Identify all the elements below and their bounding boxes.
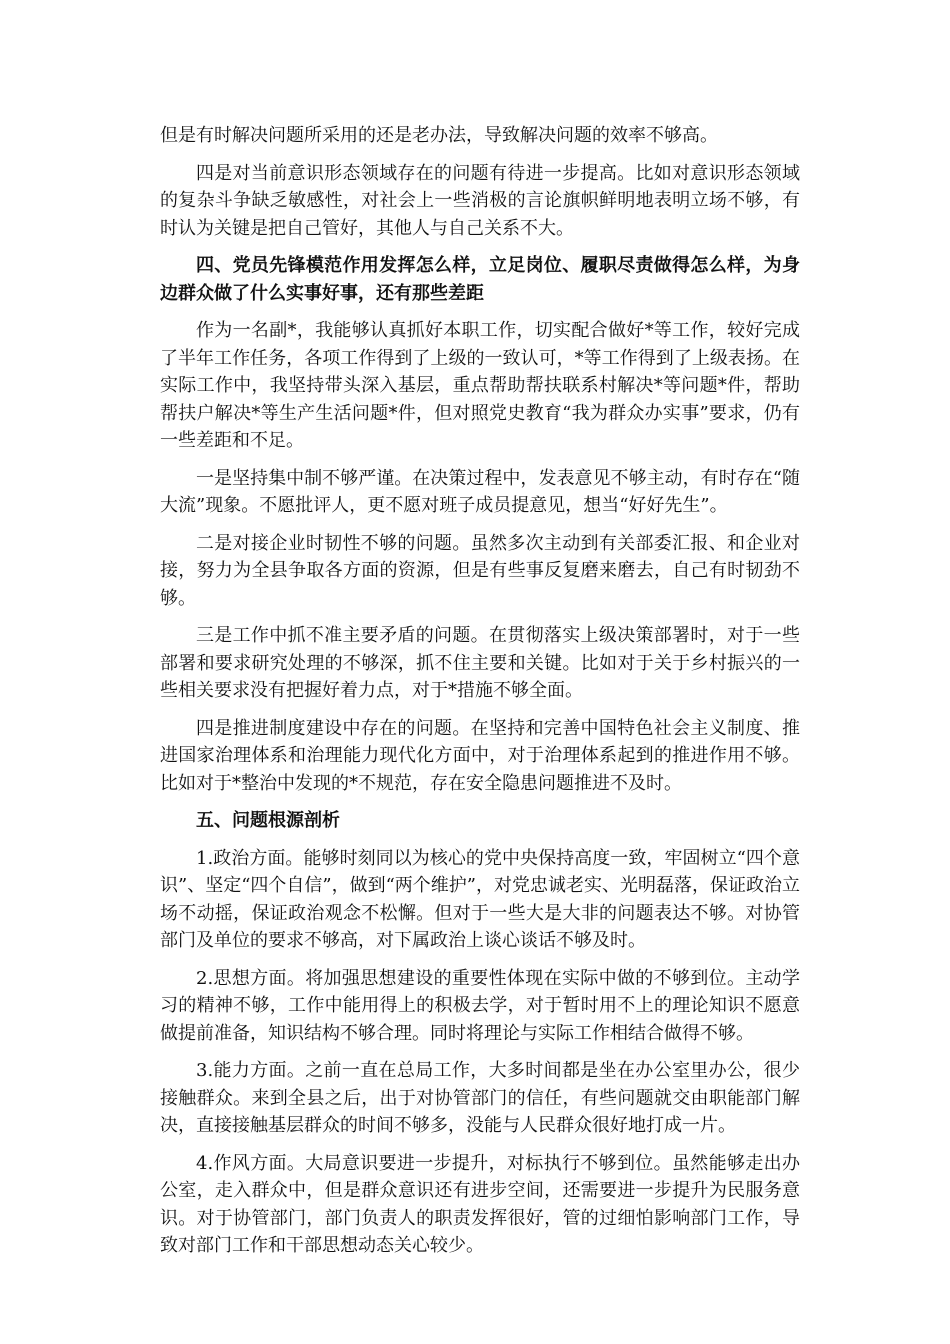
document-page: [160, 122, 800, 1270]
paragraph-6: 三是工作中抓不准主要矛盾的问题。在贯彻落实上级决策部署时，对于一些部署和要求研究处理的不够深，抓不住主要和关键。比如对于关于乡村振兴的一些相关要求没有把握好着力点，对于*措施不够全面。: [160, 625, 800, 701]
paragraph-11: 4.作风方面。大局意识要进一步提升，对标执行不够到位。虽然能够走出办公室，走入群众中，但是群众意识还有进步空间，还需要进一步提升为民服务意识。对于协管部门，部门负责人的职责发挥很好，管的过细怕影响部门工作，导致对部门工作和干部思想动态关心较少。: [160, 1152, 800, 1256]
paragraph-10: 3.能力方面。之前一直在总局工作，大多时间都是坐在办公室里办公，很少接触群众。来到全县之后，出于对协管部门的信任，有些问题就交由职能部门解决，直接接触基层群众的时间不够多，没能与人民群众很好地打成一片。: [160, 1060, 800, 1136]
paragraph-2: 四是对当前意识形态领域存在的问题有待进一步提高。比如对意识形态领域的复杂斗争缺乏敏感性，对社会上一些消极的言论旗帜鲜明地表明立场不够，有时认为关键是把自己管好，其他人与自己关系不大。: [160, 162, 800, 239]
paragraph-8: 1.政治方面。能够时刻同以为核心的党中央保持高度一致，牢固树立“四个意识”、坚定“四个自信”，做到“两个维护”，对党忠诚老实、光明磊落，保证政治立场不动摇，保证政治观念不松懈。但对于一些大是大非的问题表达不够。对协管部门及单位的要求不够高，对下属政治上谈心谈话不够及时。: [160, 847, 801, 951]
paragraph-5: 二是对接企业时韧性不够的问题。虽然多次主动到有关部委汇报、和企业对接，努力为全县争取各方面的资源，但是有些事反复磨来磨去，自己有时韧劲不够。: [160, 532, 800, 609]
paragraph-9: 2.思想方面。将加强思想建设的重要性体现在实际中做的不够到位。主动学习的精神不够，工作中能用得上的积极去学，对于暂时用不上的理论知识不愿意做提前准备，知识结构不够合理。同时将理论与实际工作相结合做得不够。: [160, 967, 800, 1044]
paragraph-3: 作为一名副*，我能够认真抓好本职工作，切实配合做好*等工作，较好完成了半年工作任务，各项工作得到了上级的一致认可，*等工作得到了上级表扬。在实际工作中，我坚持带头深入基层，重点帮助帮扶联系村解决*等问题*件，帮助帮扶户解决*等生产生活问题*件，但对照党史教育“我为群众办实事”要求，仍有一些差距和不足。: [160, 320, 800, 451]
paragraph-7: 四是推进制度建设中存在的问题。在坚持和完善中国特色社会主义制度、推进国家治理体系和治理能力现代化方面中，对于治理体系起到的推进作用不够。比如对于*整治中发现的*不规范，存在安全隐患问题推进不及时。: [160, 717, 800, 794]
section-heading-5: 五、问题根源剖析: [196, 810, 340, 831]
paragraph-4: 一是坚持集中制不够严谨。在决策过程中，发表意见不够主动，有时存在“随大流”现象。不愿批评人，更不愿对班子成员提意见，想当“好好先生”。: [160, 467, 800, 516]
section-heading-4: 四、党员先锋模范作用发挥怎么样，立足岗位、履职尽责做得怎么样，为身边群众做了什么实事好事，还有那些差距: [160, 255, 800, 304]
paragraph-1: 但是有时解决问题所采用的还是老办法，导致解决问题的效率不够高。: [160, 125, 718, 146]
